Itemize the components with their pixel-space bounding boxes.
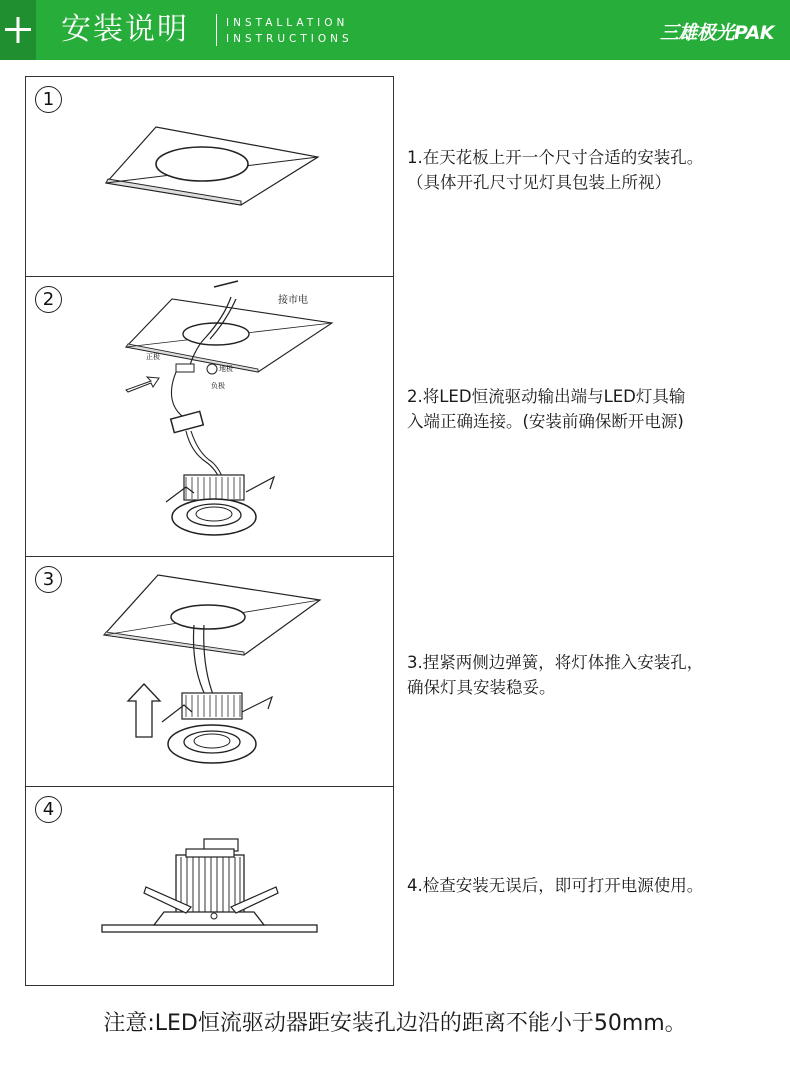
brand-logo: 三雄极光PAK	[659, 22, 774, 44]
step-2-panel	[25, 276, 394, 557]
ceiling-hole-illustration	[26, 77, 393, 276]
subtitle-line-1: INSTALLATION	[226, 17, 349, 29]
plus-icon	[5, 17, 31, 43]
mains-label: 接市电	[278, 295, 308, 306]
subtitle-line-2: INSTRUCTIONS	[226, 33, 353, 45]
negative-label: 负极	[211, 382, 225, 390]
step-1-panel	[25, 76, 394, 277]
positive-label: 正极	[146, 353, 160, 361]
step-3-panel	[25, 556, 394, 787]
wiring-illustration	[26, 277, 393, 556]
plus-box	[0, 0, 36, 60]
installation-note: 注意:LED恒流驱动器距安装孔边沿的距离不能小于50mm。	[103, 1011, 687, 1036]
step-2-number: 2	[35, 286, 62, 313]
page-title: 安装说明	[61, 12, 189, 47]
ground-label: 地极	[219, 365, 233, 373]
push-in-illustration	[26, 557, 393, 786]
header-divider	[216, 14, 217, 46]
header-bar	[0, 0, 790, 60]
step-4-text: 4.检查安装无误后，即可打开电源使用。	[407, 876, 704, 895]
step-1-text: 1.在天花板上开一个尺寸合适的安装孔。 （具体开孔尺寸见灯具包装上所视）	[407, 148, 704, 192]
step-2-text: 2.将LED恒流驱动输出端与LED灯具输 入端正确连接。(安装前确保断开电源)	[407, 387, 686, 431]
header-subtitle	[226, 15, 353, 47]
step-4-number: 4	[35, 796, 62, 823]
step-4-panel	[25, 786, 394, 986]
step-3-number: 3	[35, 566, 62, 593]
step-1-number: 1	[35, 86, 62, 113]
step-3-text: 3.捏紧两侧边弹簧，将灯体推入安装孔， 确保灯具安装稳妥。	[407, 653, 704, 697]
installed-fixture-illustration	[26, 787, 393, 985]
